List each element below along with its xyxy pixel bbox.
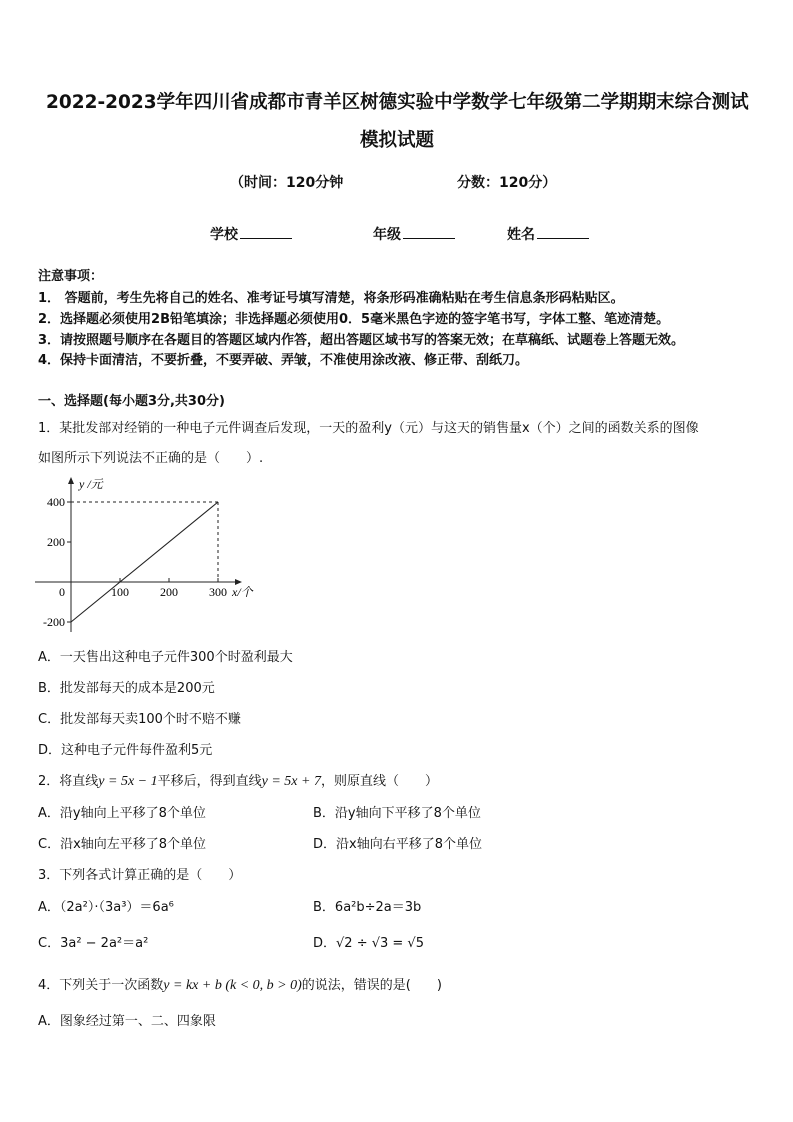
y-tick-label: 400 [47,495,65,509]
q1-option-a[interactable]: A．一天售出这种电子元件300个时盈利最大 [38,650,293,665]
x-tick-label: 200 [160,585,178,599]
q4-stem-post: 的说法，错误的是( ) [301,978,442,993]
q4-stem [38,974,442,994]
q4-equation: y = kx + b (k < 0, b > 0) [163,978,302,993]
school-label: 学校 [210,227,238,243]
q3-stem: 3．下列各式计算正确的是（ ） [38,868,242,883]
note-item-1: 1． 答题前，考生先将自己的姓名、准考证号填写清楚，将条形码准确粘贴在考生信息条形码粘贴区。 [38,291,624,306]
page-title-line2: 模拟试题 [360,130,435,151]
school-field[interactable] [210,224,292,244]
q3-option-a[interactable]: A．（2a²）·（3a³）＝6a⁶ [38,900,174,915]
y-tick-label: 200 [47,535,65,549]
section-heading-choice: 一、选择题(每小题3分,共30分) [38,394,225,409]
q2-stem-pre: 2．将直线 [38,774,99,789]
q1-option-b[interactable]: B．批发部每天的成本是200元 [38,681,215,696]
q2-equation-original: y = 5x − 1 [98,774,158,789]
page-title-line1: 2022-2023学年四川省成都市青羊区树德实验中学数学七年级第二学期期末综合测试 [46,92,749,113]
grade-label: 年级 [373,227,401,243]
y-axis-label: y /元 [79,477,103,491]
q1-stem-line2: 如图所示下列说法不正确的是（ ）. [38,451,264,466]
grade-field[interactable] [373,224,455,244]
note-item-2: 2．选择题必须使用2B铅笔填涂；非选择题必须使用0．5毫米黑色字迹的签字笔书写，字体工整、笔迹清楚。 [38,312,670,327]
note-item-3: 3．请按照题号顺序在各题目的答题区域内作答，超出答题区域书写的答案无效；在草稿纸、试题卷上答题无效。 [38,333,685,348]
series-line [71,502,218,622]
q2-equation-result: y = 5x + 7 [261,774,321,789]
q2-stem-post: ，则原直线（ ） [320,774,438,789]
name-label: 姓名 [507,227,535,243]
exam-time: （时间：120分钟 [230,175,344,191]
x-tick-label: 100 [111,585,129,599]
q2-option-b[interactable]: B．沿y轴向下平移了8个单位 [313,806,481,821]
exam-score: 分数：120分） [457,175,557,191]
q1-option-c[interactable]: C．批发部每天卖100个时不赔不赚 [38,712,241,727]
q3-option-b[interactable]: B．6a²b÷2a＝3b [313,900,422,915]
q3-option-d[interactable]: D．√2 ÷ √3 = √5 [313,936,424,951]
q1-option-d[interactable]: D．这种电子元件每件盈利5元 [38,743,213,758]
q2-option-d[interactable]: D．沿x轴向右平移了8个单位 [313,837,482,852]
origin-label: 0 [59,585,65,599]
q4-stem-pre: 4．下列关于一次函数 [38,978,164,993]
q1-stem-line1: 1．某批发部对经销的一种电子元件调查后发现，一天的盈利y（元）与这天的销售量x（个）之间的函数关系的图像 [38,421,699,436]
notes-header: 注意事项： [38,269,104,284]
y-axis-arrow [68,477,74,484]
name-field[interactable] [507,224,589,244]
q2-stem-mid: 平移后，得到直线 [157,774,262,789]
q1-graph [30,472,270,637]
x-axis-label: x/个 [232,585,253,599]
q2-option-a[interactable]: A．沿y轴向上平移了8个单位 [38,806,206,821]
q2-option-c[interactable]: C．沿x轴向左平移了8个单位 [38,837,207,852]
note-item-4: 4．保持卡面清洁，不要折叠，不要弄破、弄皱，不准使用涂改液、修正带、刮纸刀。 [38,353,529,368]
x-tick-label: 300 [209,585,227,599]
q2-stem [38,770,438,790]
y-tick-label: -200 [43,615,65,629]
q4-option-a[interactable]: A．图象经过第一、二、四象限 [38,1014,216,1029]
q3-option-c[interactable]: C．3a² − 2a²＝a² [38,936,149,951]
